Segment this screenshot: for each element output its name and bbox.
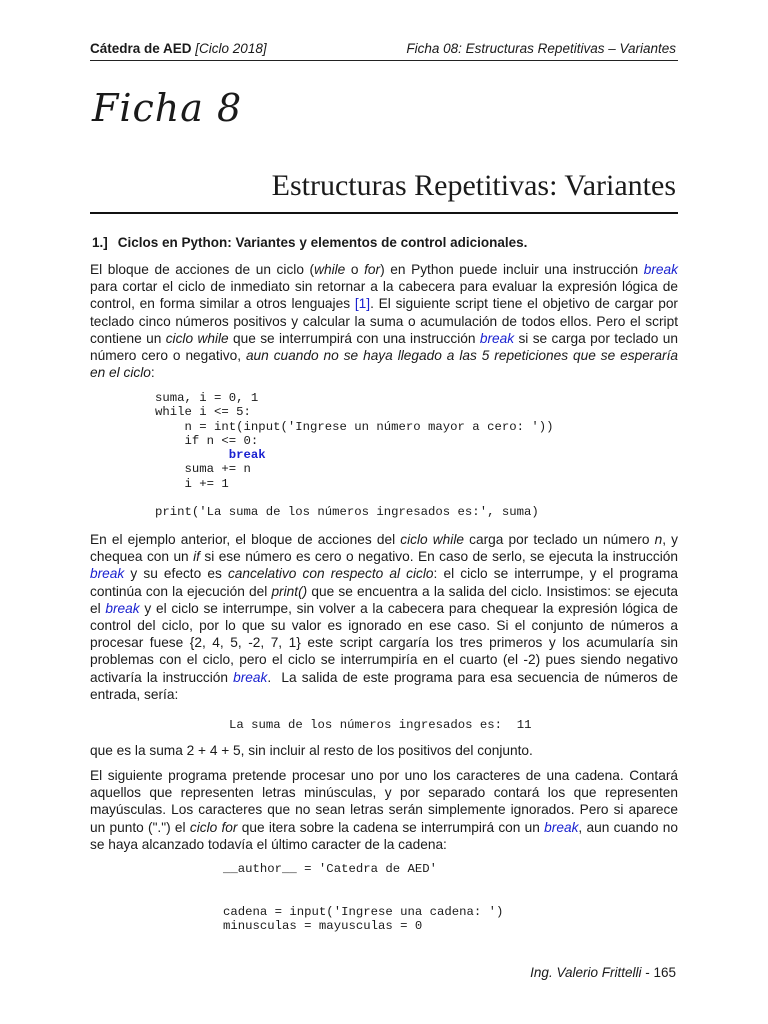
page-header xyxy=(90,40,678,61)
code-line: print('La suma de los números ingresados es:', suma) xyxy=(155,505,539,520)
code-line: minusculas = mayusculas = 0 xyxy=(223,919,423,934)
code-line: n = int(input('Ingrese un número mayor a cero: ')) xyxy=(155,419,554,434)
section-title: Ciclos en Python: Variantes y elementos de control adicionales. xyxy=(117,235,528,250)
program-output: La suma de los números ingresados es: 11 xyxy=(229,718,532,732)
page-number: 165 xyxy=(653,965,676,980)
footer-author: Ing. Valerio Frittelli xyxy=(530,965,642,980)
paragraph-3: que es la suma 2 + 4 + 5, sin incluir al resto de los positivos del conjunto. xyxy=(90,743,533,758)
code-block-1 xyxy=(155,391,553,520)
paragraph-4: El siguiente programa pretende procesar uno por uno los caracteres de una cadena. Contará aquellos que representen letras minúsculas, y por separado contará los que representen mayúsculas. Los caracteres que no sean letras serán simplemente ignorados. Pero si aparece un punto (".") el ciclo for que itera sobre la cadena se interrumpirá con un break, aun cuando no se haya alcanzado todavía el último caracter de la cadena: xyxy=(90,768,678,852)
code-line xyxy=(223,876,503,890)
code-line: if n <= 0: xyxy=(155,433,259,448)
page-footer xyxy=(530,965,676,980)
code-line: __author__ = 'Catedra de AED' xyxy=(223,862,438,876)
code-block-2 xyxy=(223,862,503,933)
code-line: break xyxy=(155,448,266,463)
title-rule xyxy=(90,212,678,214)
paragraph-1: El bloque de acciones de un ciclo (while o for) en Python puede incluir una instrucción break para cortar el ciclo de inmediato sin retornar a la cabecera para evaluar la expresión lógica de control, en forma similar a otros lenguajes [1]. El siguiente script tiene el objetivo de cargar por teclado cinco números positivos y calcular la suma o acumulación de todos ellos. Pero el script contiene un ciclo while que se interrumpirá con una instrucción break si se carga por teclado un número cero o negativo, aun cuando no se haya llegado a las 5 repeticiones que se esperaría en el ciclo: xyxy=(90,262,678,381)
code-line: while i <= 5: xyxy=(155,405,251,420)
section-number: 1.] xyxy=(92,235,108,250)
reference-link[interactable]: [1] xyxy=(354,296,371,312)
chapter-title: Estructuras Repetitivas: Variantes xyxy=(271,169,676,202)
code-line: suma, i = 0, 1 xyxy=(155,391,259,405)
header-left xyxy=(90,41,267,56)
section-heading xyxy=(92,235,527,250)
code-line xyxy=(223,891,503,905)
header-right: Ficha 08: Estructuras Repetitivas – Variantes xyxy=(406,41,676,56)
footer-separator: - xyxy=(641,965,654,980)
ficha-title: Ficha 8 xyxy=(92,86,243,130)
code-line: i += 1 xyxy=(155,476,229,491)
code-line: suma += n xyxy=(155,462,251,477)
paragraph-2: En el ejemplo anterior, el bloque de acciones del ciclo while carga por teclado un número n, y chequea con un if si ese número es cero o negativo. En caso de serlo, se ejecuta la instrucción break y su efecto es cancelativo con respecto al ciclo: el ciclo se interrumpe, y el programa continúa con la ejecución del print() que se encuentra a la salida del ciclo. Insistimos: se ejecuta el break y el ciclo se interrumpe, sin volver a la cabecera para chequear la expresión lógica de control del ciclo, por lo que su valor es ignorado en ese caso. Si el conjunto de números a procesar fuese {2, 4, 5, -2, 7, 1} este script cargaría los tres primeros y los acumularía sin problemas con el ciclo, pero el ciclo se interrumpiría en el cuarto (el -2) pues siendo negativo activaría la instrucción break. La salida de este programa para esa secuencia de números de entrada, sería: xyxy=(90,532,679,702)
header-course: Cátedra de AED xyxy=(90,41,192,56)
code-line xyxy=(155,491,553,505)
document-page xyxy=(90,0,678,1024)
code-line: cadena = input('Ingrese una cadena: ') xyxy=(223,904,504,919)
header-cycle: [Ciclo 2018] xyxy=(195,41,267,56)
